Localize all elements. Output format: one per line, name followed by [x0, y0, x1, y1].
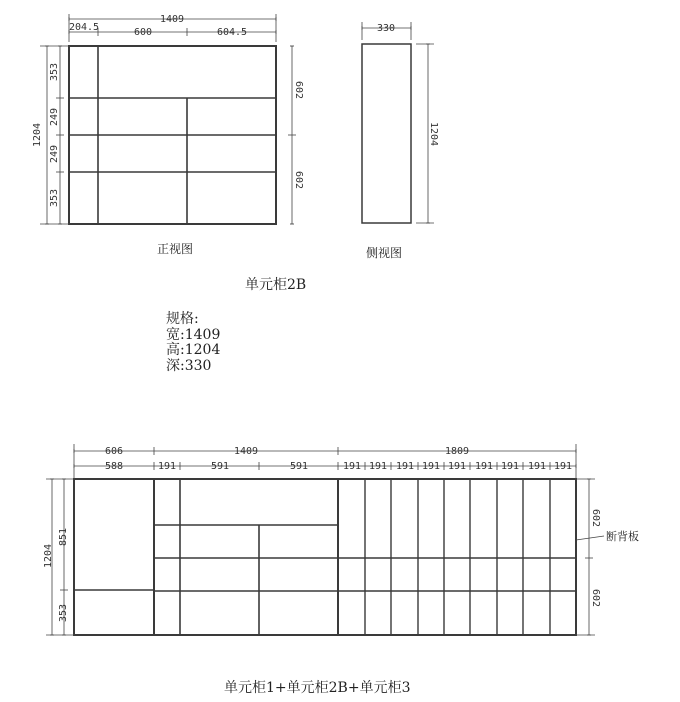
sub-span-10: 191	[474, 461, 494, 472]
unit-title: 单元柜2B	[245, 277, 307, 293]
side-view	[362, 44, 411, 223]
sub-span-7: 191	[395, 461, 415, 472]
front-right-height-1: 602	[293, 80, 304, 100]
back-panel-annotation: 断背板	[606, 530, 639, 543]
sub-span-13: 191	[553, 461, 573, 472]
front-right-dims	[288, 46, 296, 224]
front-view	[69, 46, 276, 224]
combined-span-2: 1409	[233, 446, 259, 457]
spec-heading: 规格:	[166, 311, 199, 327]
front-height-total: 1204	[32, 122, 43, 148]
spec-width: 宽:1409	[166, 326, 221, 343]
front-width-3: 604.5	[216, 27, 248, 38]
combined-title: 单元柜1+单元柜2B+单元柜3	[224, 680, 411, 696]
sub-span-4: 591	[289, 461, 309, 472]
sub-span-1: 588	[104, 461, 124, 472]
sub-span-12: 191	[527, 461, 547, 472]
front-width-1: 204.5	[68, 22, 100, 33]
front-width-2: 600	[133, 27, 153, 38]
combined-height-353: 353	[58, 603, 69, 623]
combined-span-1: 606	[104, 446, 124, 457]
side-depth: 330	[376, 23, 396, 34]
front-height-3: 249	[49, 144, 60, 164]
front-height-4: 353	[49, 188, 60, 208]
combined-right-dims	[576, 479, 604, 635]
front-view-label: 正视图	[157, 242, 194, 256]
combined-right-height-1: 602	[590, 508, 601, 528]
sub-span-2: 191	[157, 461, 177, 472]
combined-height-851: 851	[58, 527, 69, 547]
spec-height: 高:1204	[166, 342, 221, 358]
side-height: 1204	[428, 121, 439, 147]
side-view-label: 侧视图	[366, 246, 403, 260]
combined-span-3: 1809	[444, 446, 470, 457]
sub-span-5: 191	[342, 461, 362, 472]
front-height-2: 249	[49, 107, 60, 127]
spec-block	[166, 312, 220, 374]
spec-depth: 深:330	[166, 357, 212, 374]
front-width-total: 1409	[159, 14, 185, 25]
side-dims	[362, 22, 434, 223]
combined-view	[74, 479, 576, 635]
combined-height-total: 1204	[43, 543, 54, 569]
sub-span-11: 191	[500, 461, 520, 472]
sub-span-6: 191	[368, 461, 388, 472]
front-right-height-2: 602	[293, 170, 304, 190]
combined-right-height-2: 602	[590, 588, 601, 608]
sub-span-3: 591	[210, 461, 230, 472]
sub-span-8: 191	[421, 461, 441, 472]
front-height-1: 353	[49, 62, 60, 82]
sub-span-9: 191	[447, 461, 467, 472]
